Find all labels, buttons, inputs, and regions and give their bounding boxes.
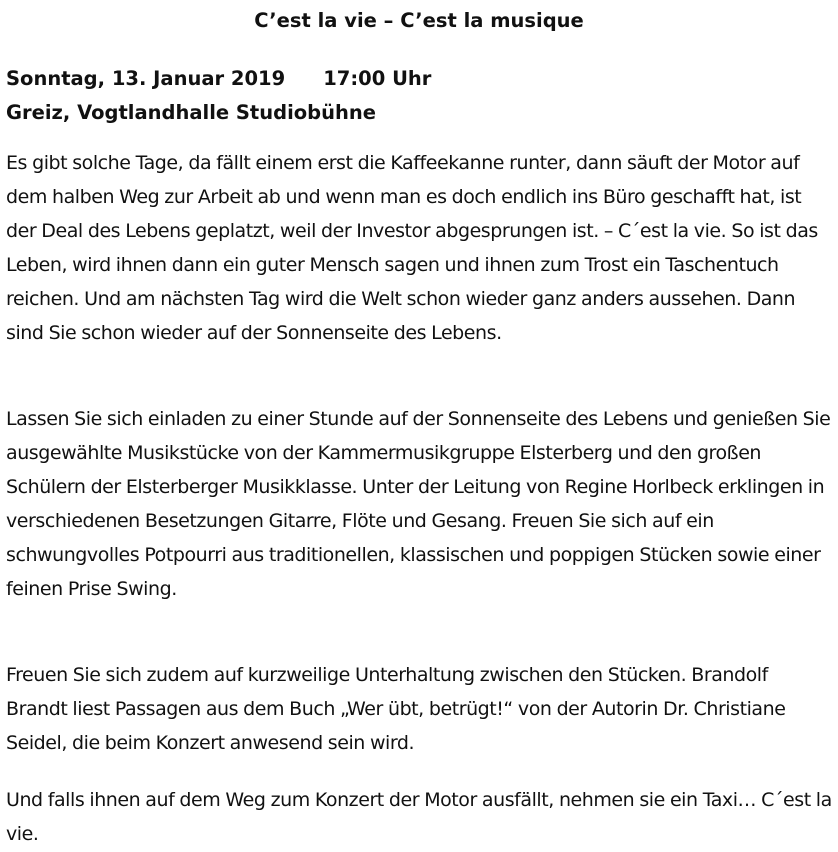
event-date: Sonntag, 13. Januar 2019 <box>6 67 286 90</box>
paragraph-intro: Es gibt solche Tage, da fällt einem erst die Kaffeekanne runter, dann säuft der Motor auf dem halben Weg zur Arbeit ab und wenn man es doch endlich ins Büro geschafft hat, ist der Deal des Lebens geplatzt, weil der Investor abgesprungen ist. – C´est la vie. So ist das Leben, wird ihnen dann ein guter Mensch sagen und ihnen zum Trost ein Taschentuch reichen. Und am nächsten Tag wird die Welt schon wieder ganz anders aussehen. Dann sind Sie schon wieder auf der Sonnenseite des Lebens. <box>6 152 818 344</box>
event-date-time-line <box>6 62 431 96</box>
paragraph-reading: Freuen Sie sich zudem auf kurzweilige Unterhaltung zwischen den Stücken. Brandolf Brandt liest Passagen aus dem Buch „Wer übt, betrügt!“ von der Autorin Dr. Christiane Seidel, die beim Konzert anwesend sein wird. <box>6 664 786 754</box>
paragraph-invitation: Lassen Sie sich einladen zu einer Stunde auf der Sonnenseite des Lebens und genießen Sie ausgewählte Musikstücke von der Kammermusikgruppe Elsterberg und den großen Schülern der Elsterberger Musikklasse. Unter der Leitung von Regine Horlbeck erklingen in verschiedenen Besetzungen Gitarre, Flöte und Gesang. Freuen Sie sich auf ein schwungvolles Potpourri aus traditionellen, klassischen und poppigen Stücken sowie einer feinen Prise Swing. <box>6 408 831 600</box>
event-location: Greiz, Vogtlandhalle Studiobühne <box>6 101 377 124</box>
document-title: C’est la vie – C’est la musique <box>254 9 584 32</box>
event-info <box>6 62 431 130</box>
event-time: 17:00 Uhr <box>323 67 432 90</box>
paragraph-closing: Und falls ihnen auf dem Weg zum Konzert der Motor ausfällt, nehmen sie ein Taxi… C´est la vie. <box>6 789 832 845</box>
